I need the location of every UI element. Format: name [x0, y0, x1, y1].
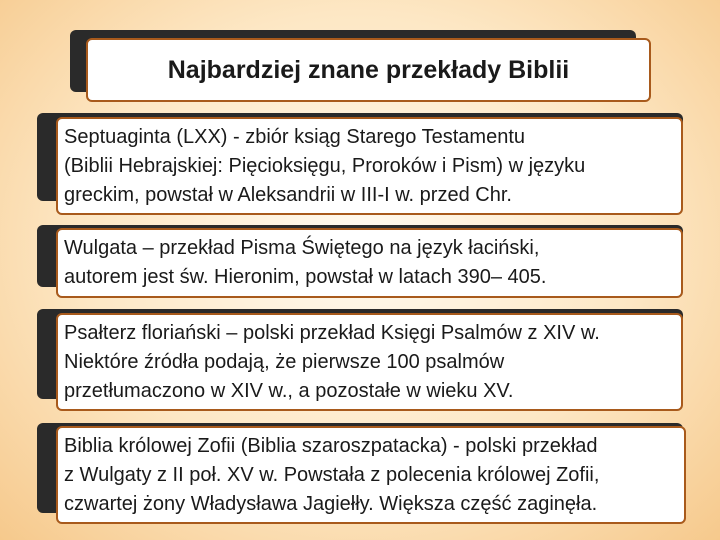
card-line: greckim, powstał w Aleksandrii w III-I w. przed Chr.: [64, 184, 512, 206]
translation-card-septuaginta: [56, 117, 683, 215]
card-line: Psałterz floriański – polski przekład Księgi Psalmów z XIV w.: [64, 322, 600, 344]
page-title-text: Najbardziej znane przekłady Biblii: [167, 55, 570, 84]
card-line: Biblia królowej Zofii (Biblia szaroszpatacka) - polski przekład: [64, 435, 598, 457]
card-line: Wulgata – przekład Pisma Świętego na język łaciński,: [64, 237, 540, 259]
card-line: przetłumaczono w XIV w., a pozostałe w wieku XV.: [64, 380, 514, 402]
card-line: z Wulgaty z II poł. XV w. Powstała z polecenia królowej Zofii,: [64, 464, 600, 486]
translation-card-biblia-krolowej-zofii: [56, 426, 686, 524]
page-title: [86, 38, 651, 102]
card-line: czwartej żony Władysława Jagiełły. Większa część zaginęła.: [64, 493, 598, 515]
translation-card-wulgata: [56, 228, 683, 298]
card-line: Septuaginta (LXX) - zbiór ksiąg Starego Testamentu: [64, 126, 525, 148]
card-line: (Biblii Hebrajskiej: Pięcioksięgu, Proroków i Pism) w języku: [64, 155, 586, 177]
translation-card-psalterz: [56, 313, 683, 411]
card-line: Niektóre źródła podają, że pierwsze 100 psalmów: [64, 351, 505, 373]
card-line: autorem jest św. Hieronim, powstał w latach 390– 405.: [64, 266, 547, 288]
